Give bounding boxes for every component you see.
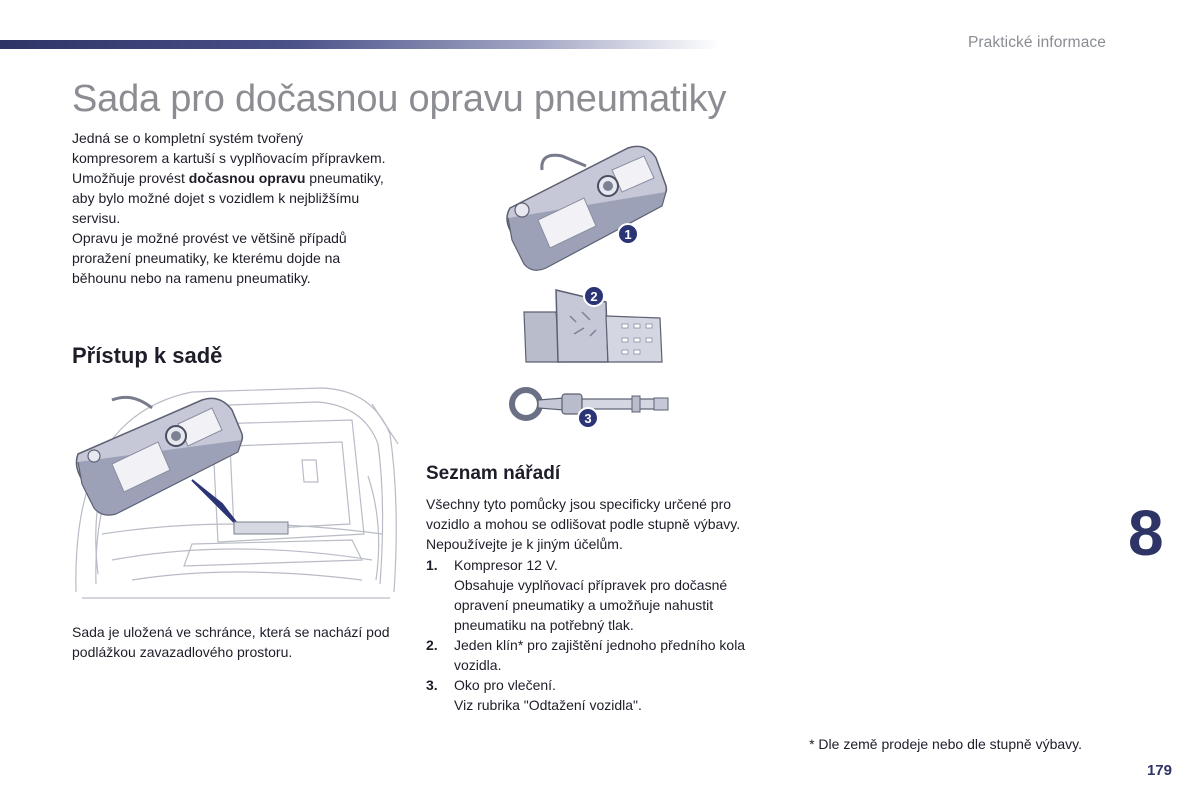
compressor-illustration — [500, 136, 670, 276]
trunk-illustration — [72, 384, 400, 606]
intro-text-part: pneumatiky, aby bylo možné dojet s vozidlem k nejbližšímu servisu. — [72, 170, 384, 226]
footnote: * Dle země prodeje nebo dle stupně výbavy. — [809, 736, 1082, 752]
intro-bold-text: dočasnou opravu — [188, 170, 306, 186]
list-item — [426, 675, 766, 715]
callout-1: 1 — [624, 227, 632, 242]
list-item — [426, 555, 766, 635]
tools-heading: Seznam nářadí — [426, 463, 561, 484]
tools-list — [426, 555, 766, 715]
tools-intro: Všechny tyto pomůcky jsou specificky určené pro vozidlo a mohou se odlišovat podle stupně výbavy. Nepoužívejte je k jiným účelům. — [426, 496, 741, 552]
trunk-caption: Sada je uložená ve schránce, která se nachází pod podlážkou zavazadlového prostoru. — [72, 624, 390, 660]
towing-eye-illustration — [506, 380, 674, 432]
list-item-title: Jeden klín* pro zajištění jednoho předního kola vozidla. — [454, 637, 746, 673]
list-item-number: 1. — [426, 557, 438, 573]
section-label: Praktické informace — [967, 34, 1106, 51]
page-title: Sada pro dočasnou opravu pneumatiky — [72, 78, 727, 120]
list-item — [426, 635, 766, 675]
header-gradient-bar — [0, 40, 720, 49]
list-item-detail: Obsahuje vyplňovací přípravek pro dočasné opravení pneumatiky a umožňuje nahustit pneumatiku na potřebný tlak. — [454, 577, 728, 633]
intro-text-part: Jedná se o kompletní systém tvořený kompresorem a kartuší s vyplňovacím přípravkem. Umožňuje provést — [72, 130, 386, 186]
list-item-title: Kompresor 12 V. — [454, 557, 558, 573]
list-item-detail: Viz rubrika "Odtažení vozidla". — [454, 697, 642, 713]
list-item-title: Oko pro vlečení. — [454, 677, 556, 693]
callout-3: 3 — [584, 411, 592, 426]
intro-text — [72, 128, 392, 288]
intro-paragraph-1 — [72, 128, 392, 228]
intro-paragraph-2: Opravu je možné provést ve většině případů proražení pneumatiky, ke kterému dojde na běhounu nebo na ramenu pneumatiky. — [72, 230, 347, 286]
wheel-chock-illustration — [520, 282, 670, 368]
list-item-number: 3. — [426, 677, 438, 693]
page-number: 179 — [1146, 762, 1172, 779]
access-heading: Přístup k sadě — [72, 343, 223, 368]
callout-2: 2 — [590, 289, 598, 304]
list-item-number: 2. — [426, 637, 438, 653]
chapter-number: 8 — [1128, 497, 1164, 569]
